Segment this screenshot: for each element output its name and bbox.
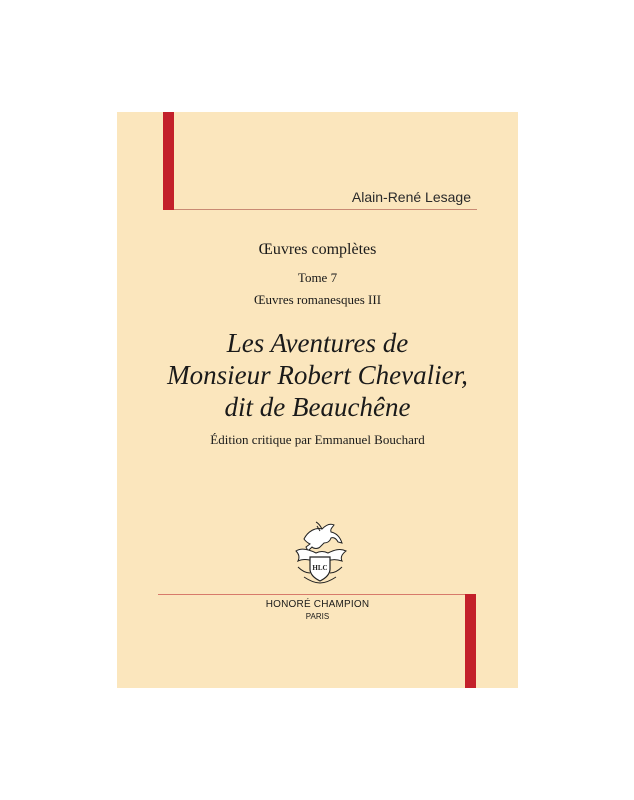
publisher-rule: [158, 594, 465, 595]
series-title: Œuvres complètes: [258, 241, 377, 258]
book-title-line: Les Aventures de: [226, 328, 409, 358]
book-title-line: dit de Beauchêne: [224, 392, 411, 422]
logo-monogram: HLC: [312, 564, 328, 572]
book-title-line: Monsieur Robert Chevalier,: [167, 360, 468, 390]
publisher-name: HONORÉ CHAMPION: [265, 599, 370, 610]
red-accent-bar-top: [163, 112, 174, 210]
author-rule: [174, 209, 477, 210]
subseries-title: Œuvres romanesques III: [253, 292, 382, 307]
author-name: Alain-René Lesage: [351, 189, 471, 205]
publisher-city: PARIS: [305, 612, 330, 621]
horse-emblem-icon: [290, 517, 350, 587]
book-title: [117, 327, 518, 423]
editor-credit: Édition critique par Emmanuel Bouchard: [210, 432, 425, 447]
tome-number: Tome 7: [297, 270, 338, 285]
